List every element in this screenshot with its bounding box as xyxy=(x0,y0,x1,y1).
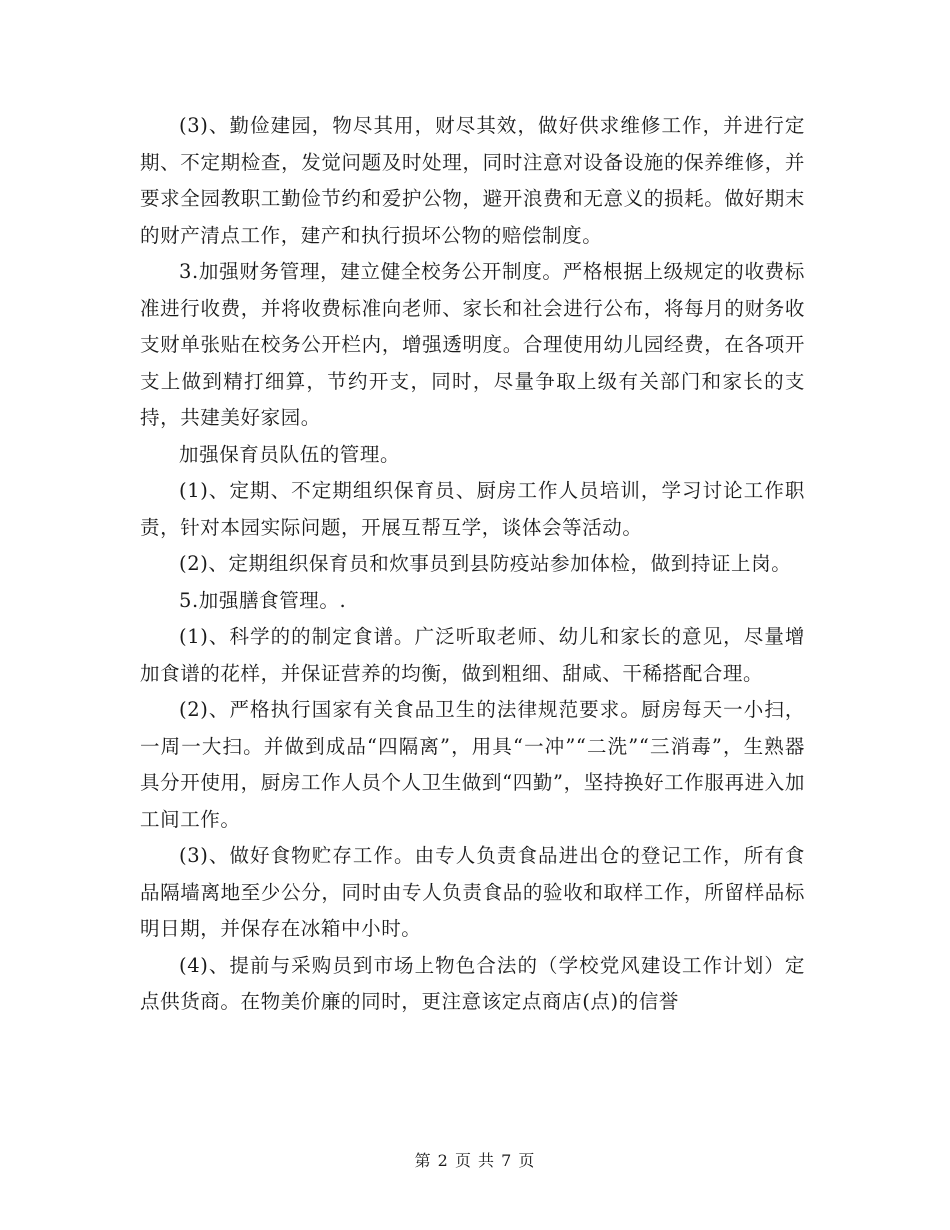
page-number-footer: 第 2 页 共 7 页 xyxy=(414,1151,536,1170)
paragraph-staff-heading: 加强保育员队伍的管理。 xyxy=(179,442,401,466)
paragraph-meal-menu: (1)、科学的的制定食谱。广泛听取老师、幼儿和家长的意见，尽量增加食谱的花样，并保证营养的均衡，做到粗细、甜咸、干稀搭配合理。 xyxy=(140,625,805,685)
paragraph-meal-hygiene: (2)、严格执行国家有关食品卫生的法律规范要求。厨房每天一小扫，一周一大扫。并做到成品“四隔离”，用具“一冲”“二洗”“三消毒”，生熟器具分开使用，厨房工作人员个人卫生做到“四勤”，坚持换好工作服再进入加工间工作。 xyxy=(140,698,805,831)
paragraph-finance: 3.加强财务管理，建立健全校务公开制度。严格根据上级规定的收费标准进行收费，并将收费标准向老师、家长和社会进行公布，将每月的财务收支财单张贴在校务公开栏内，增强透明度。合理使用幼儿园经费，在各项开支上做到精打细算，节约开支，同时，尽量争取上级有关部门和家长的支持，共建美好家园。 xyxy=(140,260,805,429)
paragraph-meal-heading: 5.加强膳食管理。. xyxy=(179,588,347,612)
document-body xyxy=(140,108,805,1021)
paragraph-staff-training: (1)、定期、不定期组织保育员、厨房工作人员培训，学习讨论工作职责，针对本园实际问题，开展互帮互学，谈体会等活动。 xyxy=(140,479,805,539)
paragraph-meal-storage: (3)、做好食物贮存工作。由专人负责食品进出仓的登记工作，所有食品隔墙离地至少公分，同时由专人负责食品的验收和取样工作，所留样品标明日期，并保存在冰箱中小时。 xyxy=(140,844,805,940)
paragraph-staff-checkup: (2)、定期组织保育员和炊事员到县防疫站参加体检，做到持证上岗。 xyxy=(179,552,792,575)
paragraph-maintenance: (3)、勤俭建园，物尽其用，财尽其效，做好供求维修工作，并进行定期、不定期检查，发觉问题及时处理，同时注意对设备设施的保养维修，并要求全园教职工勤俭节约和爱护公物，避开浪费和无意义的损耗。做好期末的财产清点工作，建产和执行损坏公物的赔偿制度。 xyxy=(140,114,805,247)
paragraph-meal-supplier: (4)、提前与采购员到市场上物色合法的（学校党风建设工作计划）定点供货商。在物美价廉的同时，更注意该定点商店(点)的信誉 xyxy=(140,953,805,1013)
